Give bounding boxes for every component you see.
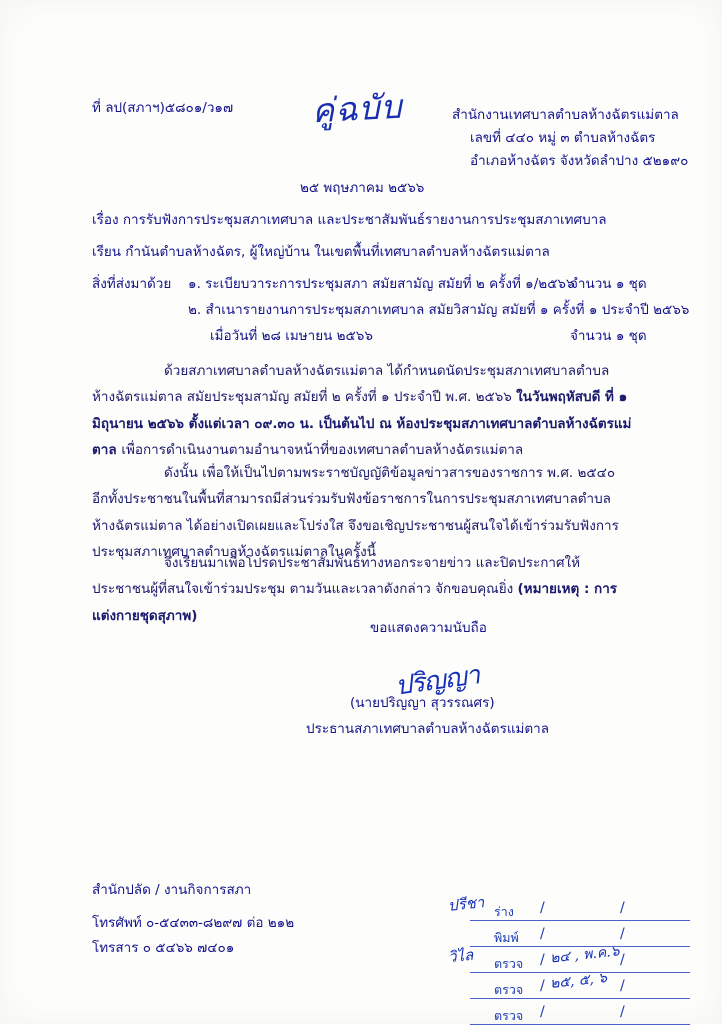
- document-date: ๒๕ พฤษภาคม ๒๕๖๖: [300, 180, 425, 196]
- enclosure-item-1-quantity: จำนวน ๑ ชุด: [570, 276, 647, 292]
- routing-date-typed: ๒๔ , พ.ค.๖: [549, 943, 621, 967]
- routing-row: [470, 1002, 690, 1028]
- routing-date-check-1: ๒๕, ๕, ๖: [549, 970, 608, 992]
- routing-signature-1: ปรีชา: [447, 893, 486, 915]
- reference-number: ที่ ลป(สภาฯ)๕๘๐๑/ว๑๗: [92, 100, 234, 116]
- routing-underline: [470, 998, 690, 999]
- enclosures-label: สิ่งที่ส่งมาด้วย: [92, 276, 172, 292]
- footer-office: สำนักปลัด / งานกิจการสภา: [92, 882, 252, 898]
- paragraph-3: [92, 550, 632, 629]
- routing-label-check-2: ตรวจ: [494, 982, 524, 997]
- closing-salutation: ขอแสดงความนับถือ: [370, 620, 487, 636]
- paragraph-1-highlight: ในวันพฤหัสบดี ที่ ๑ มิถุนายน ๒๕๖๖ ตั้งแต่เวลา ๐๙.๓๐ น. เป็นต้นไป ณ ห้องประชุมสภาเทศบาลตำบลห้างฉัตรแม่ตาล: [92, 389, 632, 458]
- enclosure-item-2: ๒. สำเนารายงานการประชุมสภาเทศบาล สมัยวิสามัญ สมัยที่ ๑ ครั้งที่ ๑ ประจำปี ๒๕๖๖: [188, 302, 690, 318]
- handwritten-signature: ปริญญา: [393, 660, 482, 702]
- routing-row: [470, 976, 690, 1002]
- paragraph-1: [92, 358, 632, 463]
- footer-telephone: โทรศัพท์ ๐-๕๔๓๓-๘๒๙๗ ต่อ ๒๑๒: [92, 915, 295, 931]
- routing-underline: [470, 1024, 690, 1025]
- routing-slash: /: [620, 900, 625, 916]
- subject-line: เรื่อง การรับฟังการประชุมสภาเทศบาล และประชาสัมพันธ์รายงานการประชุมสภาเทศบาล: [92, 212, 607, 228]
- routing-slash: /: [620, 1004, 625, 1020]
- enclosure-item-1: ๑. ระเบียบวาระการประชุมสภา สมัยสามัญ สมัยที่ ๒ ครั้งที่ ๑/๒๕๖๖: [188, 276, 575, 292]
- enclosure-item-2-continued: เมื่อวันที่ ๒๘ เมษายน ๒๕๖๖: [210, 328, 373, 344]
- routing-slash: /: [540, 900, 545, 916]
- routing-underline: [470, 920, 690, 921]
- enclosure-item-2-quantity: จำนวน ๑ ชุด: [570, 328, 647, 344]
- footer-fax: โทรสาร ๐ ๕๔๖๖ ๗๔๐๑: [92, 940, 235, 956]
- routing-signature-2: วิไล: [447, 945, 475, 967]
- copy-stamp: คู่ฉบับ: [311, 86, 404, 131]
- routing-slash: /: [540, 1004, 545, 1020]
- routing-row: [447, 893, 690, 924]
- routing-row: [470, 950, 690, 992]
- routing-label-check-1: ตรวจ: [494, 956, 524, 971]
- routing-slash: /: [620, 952, 625, 968]
- routing-slash: /: [540, 926, 545, 942]
- signer-name: (นายปริญญา สุวรรณศร): [350, 695, 495, 711]
- routing-stamp: [447, 893, 690, 1028]
- organization-line-1: สำนักงานเทศบาลตำบลห้างฉัตรแม่ตาล: [452, 107, 679, 123]
- routing-slash: /: [620, 926, 625, 942]
- routing-slash: /: [540, 952, 545, 968]
- organization-line-2: เลขที่ ๔๔๐ หมู่ ๓ ตำบลห้างฉัตร: [470, 130, 656, 147]
- recipient-line: เรียน กำนันตำบลห้างฉัตร, ผู้ใหญ่บ้าน ในเขตพื้นที่เทศบาลตำบลห้างฉัตรแม่ตาล: [92, 244, 550, 260]
- routing-underline: [470, 972, 690, 973]
- signer-title: ประธานสภาเทศบาลตำบลห้างฉัตรแม่ตาล: [306, 721, 550, 737]
- routing-slash: /: [620, 978, 625, 994]
- paragraph-1-part-c: เพื่อการดำเนินงานตามอำนาจหน้าที่ของเทศบาลตำบลห้างฉัตรแม่ตาล: [121, 441, 524, 458]
- routing-label-draft: ร่าง: [494, 904, 514, 919]
- paragraph-1-part-a: ด้วยสภาเทศบาลตำบลห้างฉัตรแม่ตาล ได้กำหนดนัดประชุมสภาเทศบาลตำบลห้างฉัตรแม่ตาล สมัยประชุมสามัญ สมัยที่ ๒ ครั้งที่ ๑ ประจำปี พ.ศ. ๒๕๖๖: [92, 363, 610, 406]
- routing-underline: [470, 946, 690, 947]
- paragraph-3-part-a: จึงเรียนมาเพื่อโปรดประชาสัมพันธ์ทางหอกระจายข่าว และปิดประกาศให้ประชาชนผู้ที่สนใจเข้าร่วมประชุม ตามวันและเวลาดังกล่าว จักขอบคุณยิ่ง: [92, 555, 581, 598]
- paragraph-3-note: (หมายเหตุ : การแต่งกายชุดสุภาพ): [92, 581, 618, 624]
- organization-line-3: อำเภอห้างฉัตร จังหวัดลำปาง ๕๒๑๙๐: [470, 153, 689, 170]
- organization-address: [452, 104, 688, 174]
- routing-label-typed: พิมพ์: [494, 930, 519, 945]
- routing-label-check-3: ตรวจ: [494, 1008, 524, 1023]
- routing-slash: /: [540, 978, 545, 994]
- paragraph-2-text: ดังนั้น เพื่อให้เป็นไปตามพระราชบัญญัติข้อมูลข่าวสารของราชการ พ.ศ. ๒๕๔๐ อีกทั้งประชาชนในพื้นที่สามารถมีส่วนร่วมรับฟังข้อราชการในการประชุมสภาเทศบาลตำบลห้างฉัตรแม่ตาล ได้อย่างเปิดเผยและโปร่งใส จึงขอเชิญประชาชนผู้สนใจได้เข้าร่วมรับฟังการประชุมสภาเทศบาลตำบลห้างฉัตรแม่ตาลในครั้งนี้: [92, 465, 619, 560]
